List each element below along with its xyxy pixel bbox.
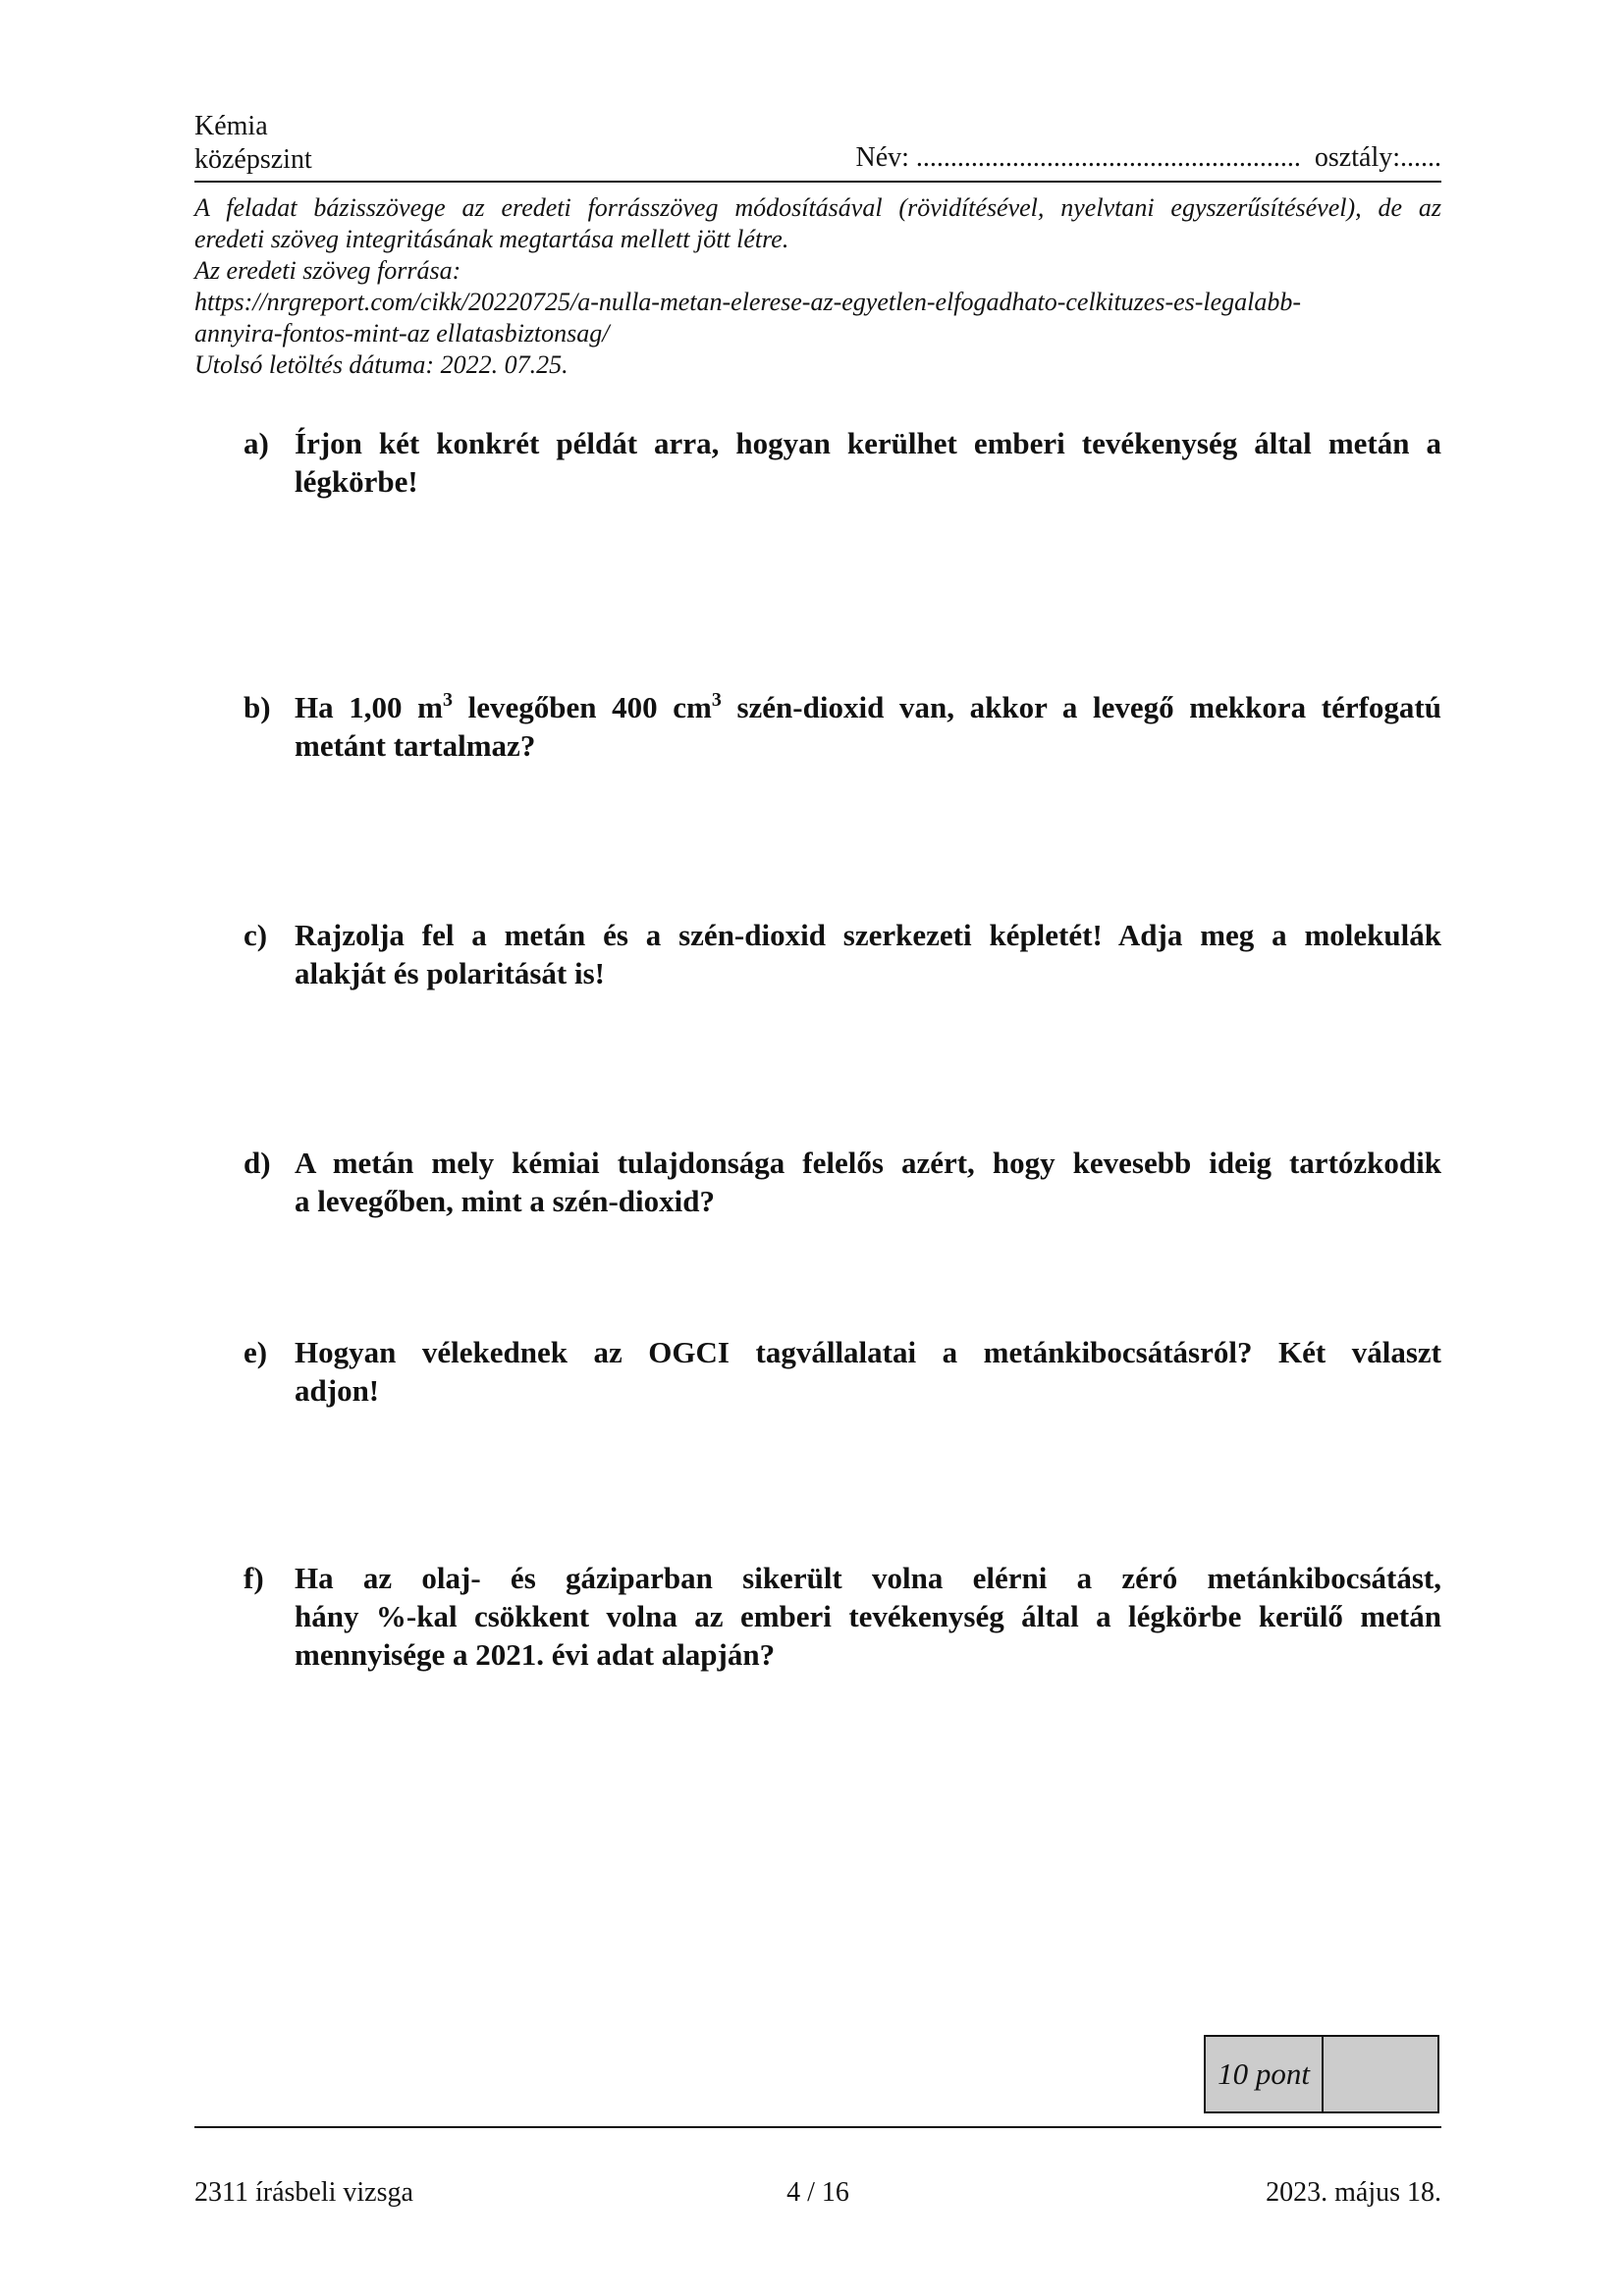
question-text [295, 688, 1441, 726]
superscript: 3 [442, 689, 453, 711]
question-text: Rajzolja fel a metán és a szén-dioxid szerkezeti képletét! Adja meg a molekulák [295, 918, 1441, 952]
subject-block [194, 110, 312, 177]
source-note-line: eredeti szöveg integritásának megtartása mellett jött létre. [194, 225, 789, 253]
footer-divider [194, 2126, 1441, 2128]
source-note-line: A feladat bázisszövege az eredeti forrásszöveg módosításával (rövidítésével, nyelvtani egyszerűsítésével), de az [194, 193, 1441, 222]
question-text: Hogyan vélekednek az OGCI tagvállalatai a metánkibocsátásról? Két választ [295, 1335, 1441, 1369]
question-text: Írjon két konkrét példát arra, hogyan kerülhet emberi tevékenység által metán a [295, 426, 1441, 460]
question-text: alakját és polaritását is! [295, 956, 606, 990]
question-f [244, 1559, 1441, 1674]
question-letter: a) [244, 426, 269, 460]
name-label: Név: [855, 142, 916, 173]
question-text-part: szén-dioxid van, akkor a levegő mekkora térfogatú [721, 690, 1442, 724]
superscript: 3 [711, 689, 722, 711]
question-text: mennyisége a 2021. évi adat alapján? [295, 1637, 776, 1672]
source-url: https://nrgreport.com/cikk/20220725/a-nulla-metan-elerese-az-egyetlen-elfogadhato-celkituzes-es-legalabb- [194, 288, 1302, 316]
class-label: osztály: [1300, 142, 1400, 173]
question-text-part: Ha 1,00 m [295, 690, 443, 724]
question-text-part: levegőben 400 cm [452, 690, 712, 724]
question-text: metánt tartalmaz? [295, 728, 536, 763]
page-number: 4 / 16 [786, 2177, 849, 2208]
name-field[interactable]: ........................................................ [915, 142, 1301, 173]
question-d [244, 1144, 1441, 1220]
download-date: Utolsó letöltés dátuma: 2022. 07.25. [194, 350, 568, 379]
subject-level: középszint [194, 144, 312, 175]
score-box [1204, 2035, 1439, 2113]
exam-date: 2023. május 18. [1266, 2177, 1441, 2208]
subject-name: Kémia [194, 111, 268, 141]
question-letter: e) [244, 1335, 268, 1369]
source-note [194, 192, 1441, 381]
question-letter: b) [244, 690, 271, 724]
question-text: adjon! [295, 1373, 380, 1408]
class-field[interactable]: ...... [1400, 142, 1441, 173]
max-points-label: 10 pont [1206, 2037, 1324, 2111]
question-text: a levegőben, mint a szén-dioxid? [295, 1184, 715, 1218]
question-text: légkörbe! [295, 464, 418, 499]
header-divider [194, 181, 1441, 183]
name-class-line [855, 141, 1441, 175]
question-text: Ha az olaj- és gáziparban sikerült volna elérni a zéró metánkibocsátást, [295, 1561, 1441, 1595]
source-url-continued: annyira-fontos-mint-az ellatasbiztonsag/ [194, 319, 610, 347]
awarded-points-field[interactable] [1324, 2037, 1437, 2111]
question-a [244, 424, 1441, 501]
question-c [244, 916, 1441, 992]
question-text: hány %-kal csökkent volna az emberi tevékenység által a légkörbe kerülő metán [295, 1599, 1441, 1633]
question-b [244, 688, 1441, 765]
question-letter: c) [244, 918, 268, 952]
source-note-line: Az eredeti szöveg forrása: [194, 256, 461, 285]
exam-code: 2311 írásbeli vizsga [194, 2177, 413, 2208]
question-letter: f) [244, 1561, 264, 1595]
question-text: A metán mely kémiai tulajdonsága felelős azért, hogy kevesebb ideig tartózkodik [295, 1146, 1441, 1180]
question-e [244, 1333, 1441, 1410]
question-letter: d) [244, 1146, 271, 1180]
page-header [194, 110, 1441, 184]
page-footer [194, 2177, 1441, 2216]
